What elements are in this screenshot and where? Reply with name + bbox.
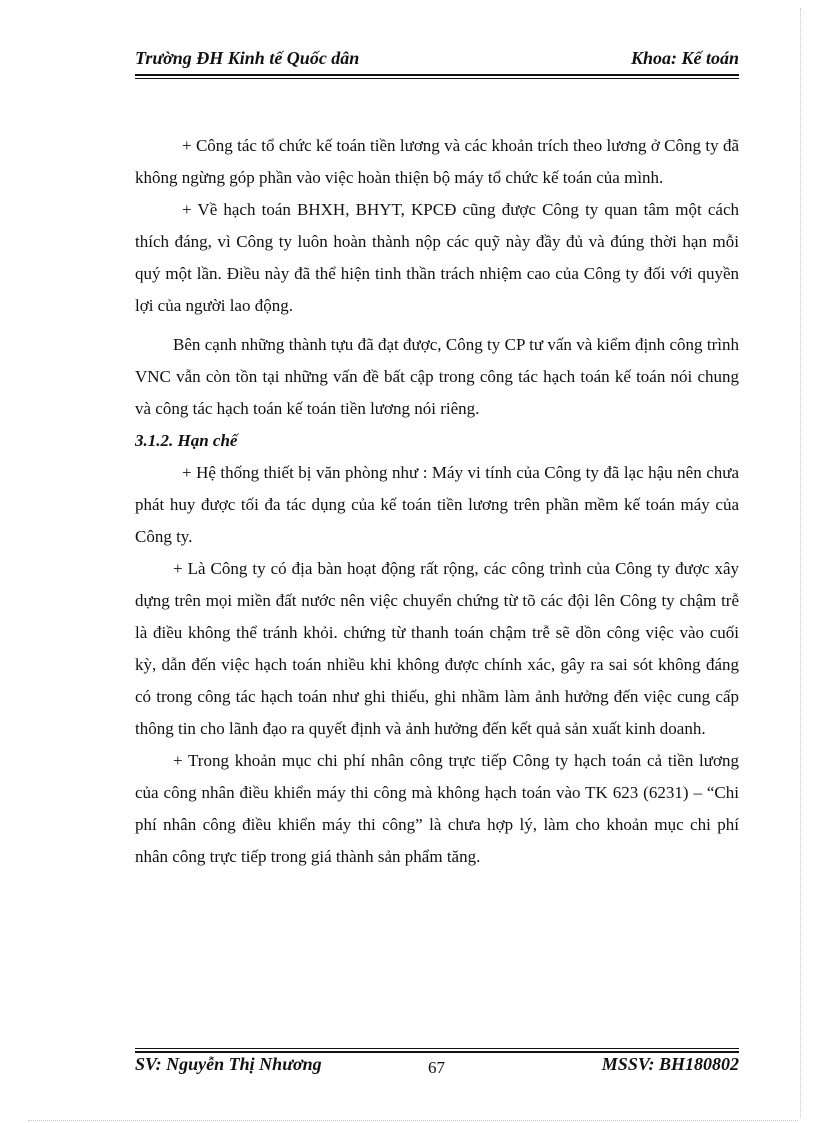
page-number: 67: [428, 1058, 445, 1077]
paragraph-5: + Là Công ty có địa bàn hoạt động rất rộng, các công trình của Công ty được xây dựng trên mọi miền đất nước nên việc chuyển chứng từ tõ các đội lên Công ty chậm trễ là điều không thể tránh khỏi. chứng từ thanh toán chậm trễ sẽ dồn công việc vào cuối kỳ, dẫn đến việc hạch toán nhiều khi không được chính xác, gây ra sai sót không đáng có trong công tác hạch toán như ghi thiếu, ghi nhầm làm ảnh hưởng đến việc cung cấp thông tin cho lãnh đạo ra quyết định và ảnh hưởng đến kết quả sản xuất kinh doanh.: [135, 559, 739, 738]
paragraph-3: Bên cạnh những thành tựu đã đạt được, Công ty CP tư vấn và kiểm định công trình VNC vẫn còn tồn tại những vấn đề bất cập trong công tác hạch toán kế toán nói chung và công tác hạch toán kế toán tiền lương nói riêng.: [135, 335, 739, 418]
document-body: [135, 130, 739, 873]
footer-student-name: SV: Nguyễn Thị Nhương: [135, 1054, 322, 1074]
footer-student-id: MSSV: BH180802: [601, 1054, 739, 1074]
paragraph-4: + Hệ thống thiết bị văn phòng như : Máy vi tính của Công ty đã lạc hậu nên chưa phát huy được tối đa tác dụng của kế toán tiền lương trên phần mềm kế toán máy của Công ty.: [135, 463, 739, 546]
footer-rule-thin: [135, 1048, 739, 1049]
header-faculty: Khoa: Kế toán: [630, 48, 739, 68]
header-rule-thick: [135, 74, 739, 76]
section-heading: 3.1.2. Hạn chế: [135, 431, 238, 450]
page-border-bottom: [28, 1120, 798, 1121]
page-header: [135, 48, 739, 74]
page-footer: [135, 1054, 739, 1080]
footer-rule-thick: [135, 1051, 739, 1053]
paragraph-1: + Công tác tổ chức kế toán tiền lương và các khoản trích theo lương ở Công ty đã không ngừng góp phần vào việc hoàn thiện bộ máy tổ chức kế toán của mình.: [135, 136, 739, 187]
header-rule-thin: [135, 78, 739, 79]
header-university: Trường ĐH Kinh tế Quốc dân: [135, 48, 360, 68]
paragraph-2: + Về hạch toán BHXH, BHYT, KPCĐ cũng được Công ty quan tâm một cách thích đáng, vì Công ty luôn hoàn thành nộp các quỹ này đầy đủ và đúng thời hạn mỗi quý một lần. Điều này đã thể hiện tinh thần trách nhiệm cao của Công ty đối với quyền lợi của người lao động.: [135, 200, 739, 315]
paragraph-6: + Trong khoản mục chi phí nhân công trực tiếp Công ty hạch toán cả tiền lương của công nhân điều khiển máy thi công mà không hạch toán vào TK 623 (6231) – “Chi phí nhân công điều khiển máy thi công” là chưa hợp lý, làm cho khoản mục chi phí nhân công trực tiếp trong giá thành sản phẩm tăng.: [135, 751, 739, 866]
page-border-right: [800, 8, 801, 1118]
